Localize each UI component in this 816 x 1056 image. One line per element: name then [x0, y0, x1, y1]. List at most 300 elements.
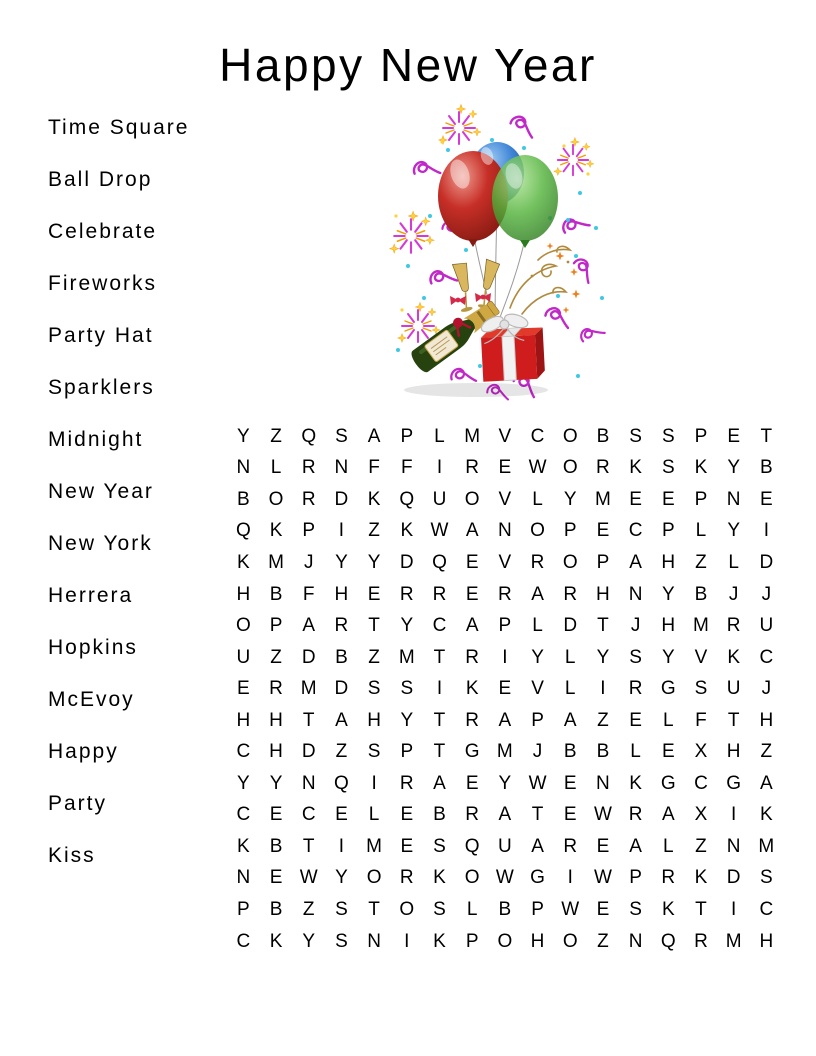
grid-letter: R	[269, 678, 283, 700]
grid-letter: R	[628, 678, 643, 700]
grid-letter: K	[694, 457, 708, 479]
grid-letter: L	[434, 425, 445, 447]
grid-letter: I	[404, 930, 410, 952]
grid-letter: A	[433, 772, 446, 794]
grid-letter: N	[726, 835, 741, 857]
grid-letter: Y	[335, 551, 348, 573]
grid-letter: B	[433, 804, 446, 826]
grid-letter: C	[236, 930, 251, 952]
grid-letter: Y	[400, 709, 414, 731]
grid-letter: O	[235, 615, 251, 637]
word-list-item: Herrera	[48, 584, 134, 607]
grid-letter: V	[498, 551, 512, 573]
grid-letter: M	[693, 615, 709, 637]
grid-letter: M	[268, 551, 284, 573]
grid-letter: K	[367, 488, 381, 510]
grid-letter: O	[562, 425, 578, 447]
grid-letter: B	[596, 425, 610, 447]
word-list-item: McEvoy	[48, 688, 135, 711]
grid-letter: A	[629, 835, 642, 857]
grid-letter: N	[726, 488, 741, 510]
grid-letter: T	[302, 835, 315, 857]
grid-letter: D	[759, 551, 774, 573]
grid-letter: U	[726, 678, 741, 700]
grid-letter: E	[335, 804, 348, 826]
word-list-item: Party	[48, 792, 108, 815]
grid-letter: Q	[235, 520, 251, 542]
grid-letter: L	[662, 835, 674, 857]
grid-letter: J	[532, 741, 543, 763]
grid-letter: L	[728, 551, 739, 573]
grid-letter: U	[759, 615, 774, 637]
grid-letter: B	[760, 457, 773, 479]
grid-letter: O	[562, 930, 578, 952]
grid-letter: C	[628, 520, 643, 542]
grid-letter: P	[694, 425, 708, 447]
grid-letter: Y	[498, 772, 512, 794]
grid-letter: L	[466, 898, 478, 920]
celebration-clipart	[372, 98, 608, 402]
grid-letter: H	[661, 615, 676, 637]
grid-letter: B	[596, 741, 610, 763]
grid-letter: F	[368, 457, 380, 479]
grid-letter: R	[399, 867, 414, 889]
grid-letter: G	[530, 867, 545, 889]
grid-letter: K	[269, 520, 283, 542]
grid-letter: A	[531, 835, 544, 857]
grid-letter: Q	[464, 835, 480, 857]
grid-letter: I	[567, 867, 573, 889]
grid-letter: A	[563, 709, 577, 731]
grid-letter: E	[563, 772, 577, 794]
grid-letter: N	[301, 772, 316, 794]
grid-letter: R	[399, 772, 414, 794]
grid-letter: Z	[302, 898, 315, 920]
grid-letter: N	[596, 772, 610, 794]
grid-letter: K	[629, 772, 642, 794]
grid-letter: O	[366, 867, 382, 889]
grid-letter: A	[760, 772, 773, 794]
grid-letter: M	[464, 425, 481, 447]
grid-letter: E	[465, 551, 479, 573]
grid-letter: P	[531, 898, 544, 920]
grid-letter: M	[725, 930, 742, 952]
grid-letter: J	[761, 583, 772, 605]
grid-letter: T	[433, 646, 446, 668]
grid-letter: Y	[269, 772, 283, 794]
grid-letter: R	[726, 615, 741, 637]
grid-letter: G	[660, 772, 676, 794]
grid-letter: N	[628, 930, 643, 952]
grid-letter: C	[236, 741, 251, 763]
grid-letter: Y	[596, 646, 610, 668]
grid-letter: X	[694, 804, 708, 826]
grid-letter: M	[594, 488, 611, 510]
grid-letter: O	[497, 930, 513, 952]
grid-letter: Y	[727, 520, 740, 542]
grid-letter: R	[432, 583, 447, 605]
grid-letter: Q	[660, 930, 676, 952]
grid-letter: H	[269, 741, 283, 763]
grid-letter: T	[760, 425, 773, 447]
grid-letter: I	[600, 678, 606, 700]
grid-letter: F	[695, 709, 707, 731]
word-list-item: Midnight	[48, 428, 144, 451]
grid-letter: L	[564, 678, 576, 700]
grid-letter: E	[661, 741, 675, 763]
word-list-item: Celebrate	[48, 220, 158, 243]
grid-letter: Z	[597, 930, 609, 952]
grid-letter: D	[726, 867, 741, 889]
grid-letter: T	[433, 741, 446, 763]
grid-letter: S	[367, 741, 381, 763]
grid-letter: E	[465, 583, 479, 605]
grid-letter: A	[367, 425, 381, 447]
grid-letter: K	[661, 898, 675, 920]
grid-letter: O	[562, 457, 578, 479]
grid-letter: M	[398, 646, 415, 668]
grid-letter: Y	[727, 457, 740, 479]
grid-letter: E	[465, 772, 479, 794]
page-title: Happy New Year	[219, 39, 597, 91]
grid-letter: D	[399, 551, 414, 573]
grid-letter: T	[368, 898, 380, 920]
grid-letter: H	[367, 709, 381, 731]
grid-letter: C	[432, 615, 447, 637]
grid-letter: H	[759, 930, 774, 952]
grid-letter: P	[694, 488, 708, 510]
grid-letter: B	[237, 488, 250, 510]
grid-letter: M	[496, 741, 513, 763]
grid-letter: L	[630, 741, 641, 763]
grid-letter: E	[269, 804, 283, 826]
grid-letter: P	[400, 741, 414, 763]
word-list-item: Fireworks	[48, 272, 158, 295]
grid-letter: L	[532, 615, 543, 637]
grid-letter: Y	[302, 930, 316, 952]
grid-letter: H	[236, 709, 251, 731]
grid-letter: R	[399, 583, 414, 605]
grid-letter: Y	[237, 425, 250, 447]
grid-letter: A	[629, 551, 642, 573]
word-list-item: Ball Drop	[48, 168, 153, 191]
grid-letter: S	[367, 678, 381, 700]
grid-letter: B	[694, 583, 708, 605]
letter-grid	[227, 421, 783, 957]
grid-letter: R	[465, 646, 480, 668]
grid-letter: E	[400, 835, 414, 857]
word-list-item: Happy	[48, 740, 119, 763]
grid-letter: D	[563, 615, 578, 637]
grid-letter: R	[628, 804, 643, 826]
grid-letter: W	[299, 867, 318, 889]
grid-letter: T	[727, 709, 740, 731]
grid-letter: R	[563, 835, 578, 857]
grid-letter: Z	[368, 646, 380, 668]
grid-letter: R	[596, 457, 610, 479]
grid-letter: Z	[695, 551, 707, 573]
grid-letter: Q	[334, 772, 349, 794]
grid-letter: I	[436, 457, 443, 479]
grid-letter: Z	[270, 425, 282, 447]
grid-letter: F	[400, 457, 413, 479]
grid-letter: G	[726, 772, 742, 794]
grid-letter: J	[761, 678, 772, 700]
grid-letter: W	[561, 898, 580, 920]
grid-letter: I	[338, 520, 345, 542]
grid-letter: B	[335, 646, 348, 668]
grid-letter: I	[731, 898, 737, 920]
grid-letter: Z	[335, 741, 348, 763]
grid-letter: R	[563, 583, 578, 605]
grid-letter: K	[629, 457, 642, 479]
word-list-item: Kiss	[48, 844, 96, 867]
grid-letter: L	[270, 457, 282, 479]
grid-letter: H	[269, 709, 283, 731]
gift-box	[478, 310, 545, 382]
grid-letter: H	[661, 551, 676, 573]
grid-letter: A	[661, 804, 675, 826]
grid-letter: C	[236, 804, 251, 826]
grid-letter: Y	[531, 646, 544, 668]
grid-letter: O	[464, 867, 480, 889]
grid-letter: B	[498, 898, 512, 920]
grid-letter: T	[433, 709, 446, 731]
word-list-item: New Year	[48, 480, 154, 503]
grid-letter: Y	[661, 646, 675, 668]
grid-letter: Y	[335, 867, 348, 889]
grid-letter: L	[564, 646, 576, 668]
grid-letter: S	[694, 678, 708, 700]
word-list-item: Sparklers	[48, 376, 155, 399]
grid-letter: T	[368, 615, 380, 637]
grid-letter: E	[498, 457, 512, 479]
grid-letter: E	[661, 488, 675, 510]
grid-letter: N	[628, 583, 643, 605]
grid-letter: E	[596, 520, 610, 542]
grid-letter: B	[563, 741, 577, 763]
grid-letter: I	[436, 678, 443, 700]
grid-letter: G	[464, 741, 480, 763]
grid-letter: B	[269, 583, 283, 605]
grid-letter: O	[464, 488, 480, 510]
grid-letter: I	[763, 520, 769, 542]
word-list	[48, 102, 189, 882]
grid-letter: Z	[760, 741, 773, 763]
grid-letter: D	[334, 678, 349, 700]
grid-letter: A	[465, 520, 479, 542]
grid-letter: X	[694, 741, 708, 763]
grid-letter: R	[465, 457, 480, 479]
grid-letter: S	[433, 898, 446, 920]
grid-letter: D	[334, 488, 349, 510]
grid-letter: Y	[563, 488, 577, 510]
grid-letter: T	[597, 615, 609, 637]
grid-letter: E	[563, 804, 577, 826]
grid-letter: L	[532, 488, 543, 510]
grid-letter: S	[335, 425, 348, 447]
grid-letter: E	[596, 835, 610, 857]
grid-letter: R	[334, 615, 349, 637]
grid-letter: S	[629, 646, 642, 668]
grid-letter: P	[629, 867, 642, 889]
grid-letter: O	[399, 898, 415, 920]
grid-letter: K	[694, 867, 708, 889]
grid-letter: E	[629, 709, 642, 731]
grid-letter: Y	[400, 615, 414, 637]
grid-letter: Z	[695, 835, 707, 857]
grid-letter: P	[400, 425, 414, 447]
grid-letter: H	[726, 741, 741, 763]
grid-letter: P	[498, 615, 512, 637]
grid-letter: Z	[270, 646, 282, 668]
grid-letter: S	[629, 898, 642, 920]
grid-letter: R	[497, 583, 512, 605]
grid-letter: Q	[399, 488, 415, 510]
grid-letter: L	[695, 520, 707, 542]
grid-letter: I	[371, 772, 377, 794]
grid-letter: K	[465, 678, 479, 700]
grid-letter: A	[498, 709, 512, 731]
balloons	[438, 142, 558, 248]
grid-letter: V	[498, 488, 512, 510]
grid-letter: M	[366, 835, 382, 857]
grid-letter: S	[335, 898, 348, 920]
grid-letter: T	[531, 804, 544, 826]
grid-letter: K	[760, 804, 773, 826]
grid-letter: K	[433, 930, 446, 952]
grid-letter: N	[367, 930, 381, 952]
grid-letter: W	[593, 804, 612, 826]
grid-letter: H	[530, 930, 545, 952]
grid-letter: B	[269, 898, 283, 920]
grid-letter: T	[695, 898, 707, 920]
grid-letter: H	[759, 709, 774, 731]
grid-letter: K	[269, 930, 283, 952]
grid-letter: H	[334, 583, 349, 605]
grid-letter: P	[661, 520, 675, 542]
grid-letter: W	[430, 520, 449, 542]
grid-letter: R	[465, 804, 480, 826]
grid-letter: R	[465, 709, 480, 731]
grid-letter: P	[302, 520, 316, 542]
grid-letter: P	[237, 898, 250, 920]
grid-letter: I	[502, 646, 508, 668]
grid-letter: N	[334, 457, 349, 479]
grid-letter: K	[433, 867, 446, 889]
grid-letter: C	[694, 772, 708, 794]
grid-letter: O	[530, 520, 545, 542]
grid-letter: R	[694, 930, 708, 952]
grid-letter: E	[596, 898, 610, 920]
word-list-item: Party Hat	[48, 324, 154, 347]
grid-letter: S	[661, 457, 675, 479]
grid-letter: E	[400, 804, 414, 826]
grid-letter: I	[731, 804, 737, 826]
grid-letter: A	[335, 709, 348, 731]
grid-letter: E	[367, 583, 381, 605]
grid-letter: Q	[432, 551, 447, 573]
grid-letter: F	[302, 583, 315, 605]
grid-letter: M	[300, 678, 317, 700]
grid-letter: N	[236, 457, 251, 479]
grid-letter: P	[563, 520, 577, 542]
grid-letter: E	[269, 867, 283, 889]
grid-letter: R	[661, 867, 676, 889]
grid-letter: C	[301, 804, 316, 826]
word-list-item: New York	[48, 532, 153, 555]
grid-letter: K	[727, 646, 740, 668]
grid-letter: P	[531, 709, 544, 731]
grid-letter: J	[303, 551, 314, 573]
grid-letter: R	[301, 488, 316, 510]
grid-letter: Q	[301, 425, 317, 447]
grid-letter: H	[596, 583, 610, 605]
grid-letter: W	[528, 457, 547, 479]
grid-letter: S	[335, 930, 348, 952]
grid-letter: C	[530, 425, 545, 447]
grid-letter: Y	[237, 772, 250, 794]
grid-letter: L	[368, 804, 380, 826]
grid-letter: E	[760, 488, 773, 510]
grid-letter: S	[400, 678, 414, 700]
grid-letter: J	[728, 583, 739, 605]
grid-letter: A	[498, 804, 512, 826]
grid-letter: E	[498, 678, 512, 700]
grid-letter: Y	[661, 583, 675, 605]
grid-letter: R	[530, 551, 545, 573]
grid-letter: N	[497, 520, 512, 542]
grid-letter: S	[629, 425, 642, 447]
grid-letter: G	[660, 678, 676, 700]
grid-letter: V	[498, 425, 512, 447]
grid-letter: K	[237, 551, 250, 573]
grid-letter: J	[630, 615, 641, 637]
grid-letter: A	[531, 583, 544, 605]
grid-letter: A	[302, 615, 316, 637]
grid-letter: B	[269, 835, 283, 857]
grid-letter: Z	[368, 520, 380, 542]
grid-letter: P	[596, 551, 610, 573]
grid-letter: W	[593, 867, 612, 889]
grid-letter: K	[237, 835, 250, 857]
grid-letter: S	[661, 425, 675, 447]
grid-letter: W	[528, 772, 547, 794]
grid-letter: U	[432, 488, 447, 510]
grid-letter: K	[400, 520, 414, 542]
shadow	[404, 383, 548, 397]
grid-letter: S	[433, 835, 446, 857]
grid-letter: C	[759, 898, 774, 920]
grid-letter: L	[662, 709, 674, 731]
grid-letter: U	[236, 646, 251, 668]
gold-swirls	[510, 243, 581, 315]
grid-letter: W	[495, 867, 514, 889]
grid-letter: V	[694, 646, 708, 668]
grid-letter: U	[497, 835, 512, 857]
grid-letter: E	[629, 488, 642, 510]
grid-letter: D	[301, 646, 316, 668]
word-list-item: Hopkins	[48, 636, 138, 659]
grid-letter: A	[465, 615, 479, 637]
grid-letter: R	[301, 457, 316, 479]
grid-letter: H	[236, 583, 251, 605]
grid-letter: V	[531, 678, 544, 700]
grid-letter: P	[465, 930, 479, 952]
grid-letter: T	[302, 709, 315, 731]
grid-letter: Y	[367, 551, 381, 573]
grid-letter: Z	[597, 709, 609, 731]
